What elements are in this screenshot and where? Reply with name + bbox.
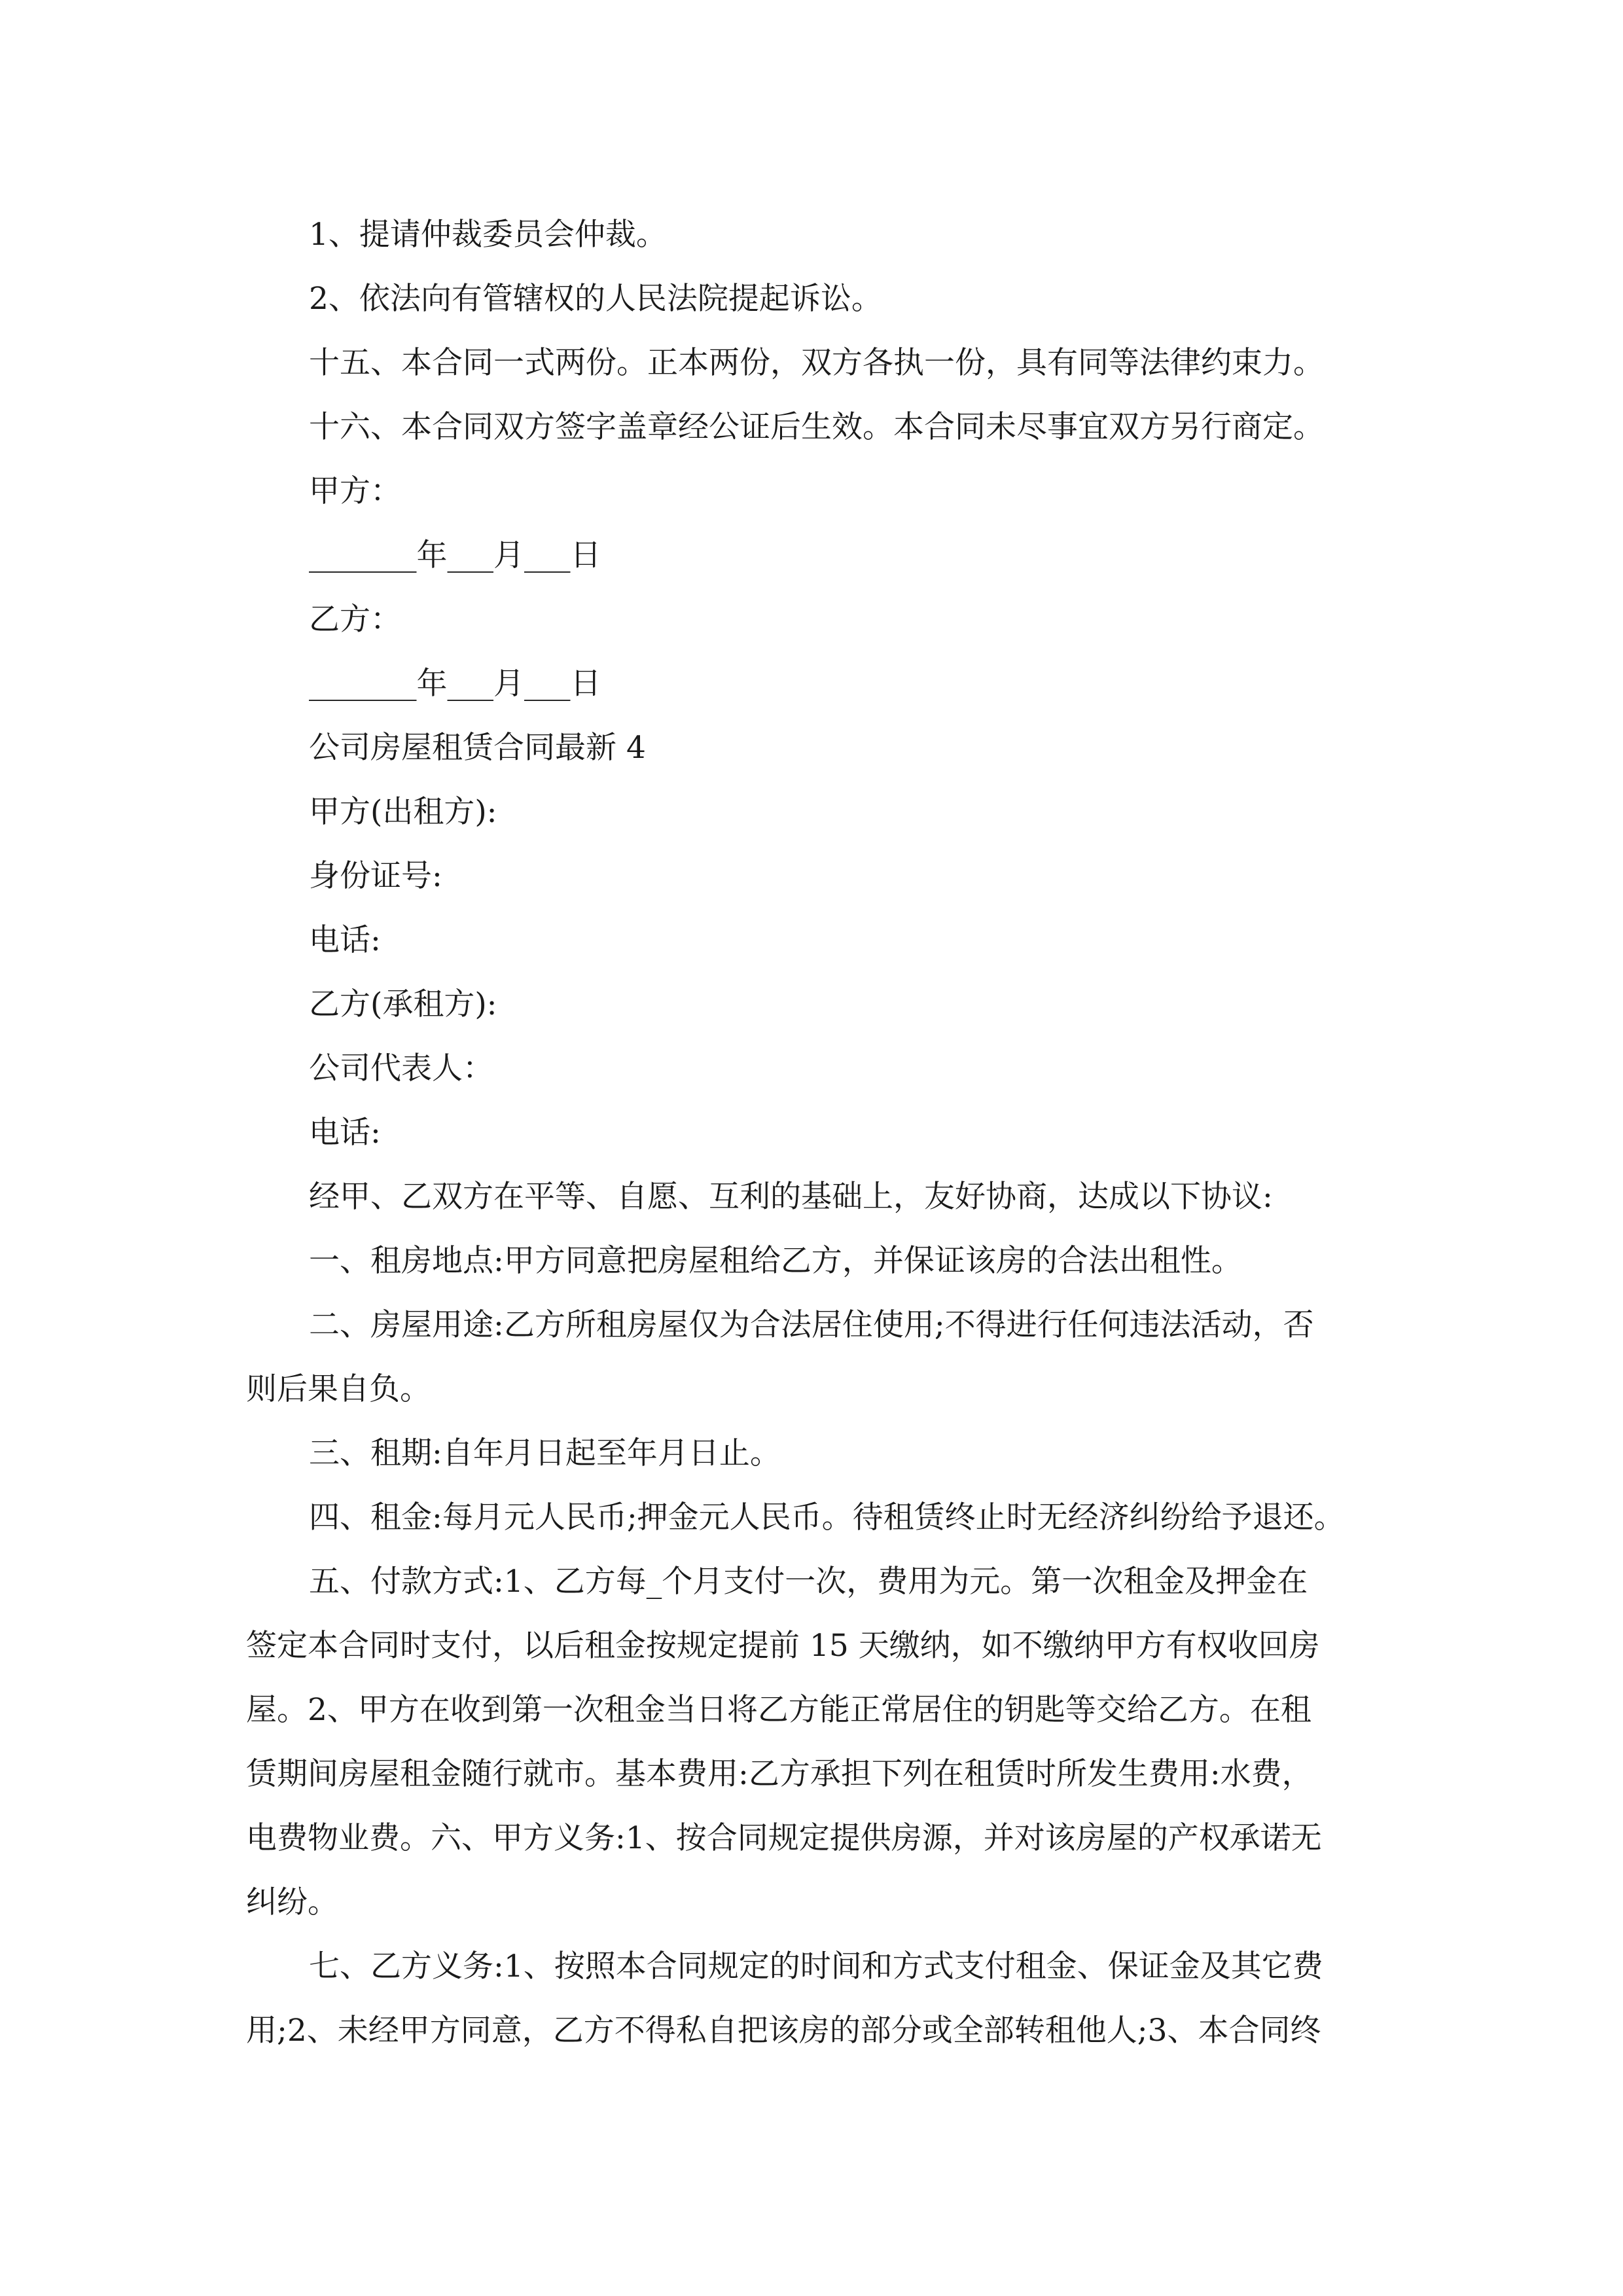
text-line: 纠纷。 <box>246 1884 338 1920</box>
text-line: 电话: <box>309 922 381 958</box>
date-line: _______年___月___日 <box>309 537 601 573</box>
text-line: 用;2、未经甲方同意，乙方不得私自把该房的部分或全部转租他人;3、本合同终 <box>246 2013 1321 2049</box>
text-line: 身份证号: <box>309 858 442 894</box>
text-line: 三、租期:自年月日起至年月日止。 <box>309 1435 781 1471</box>
text-line: 经甲、乙双方在平等、自愿、互利的基础上，友好协商，达成以下协议: <box>309 1179 1273 1215</box>
text-line: 电费物业费。六、甲方义务:1、按合同规定提供房源，并对该房屋的产权承诺无 <box>246 1820 1322 1856</box>
document-body <box>246 203 1398 2063</box>
text-line: 2、依法向有管辖权的人民法院提起诉讼。 <box>309 281 882 317</box>
text-line: 电话: <box>309 1115 381 1151</box>
text-line: 则后果自负。 <box>246 1371 431 1407</box>
text-line: 赁期间房屋租金随行就市。基本费用:乙方承担下列在租赁时所发生费用:水费， <box>246 1756 1313 1792</box>
text-line: 七、乙方义务:1、按照本合同规定的时间和方式支付租金、保证金及其它费 <box>309 1948 1323 1984</box>
text-line: 公司代表人： <box>309 1050 493 1086</box>
section-title: 公司房屋租赁合同最新 4 <box>309 730 646 766</box>
text-line: 十六、本合同双方签字盖章经公证后生效。本合同未尽事宜双方另行商定。 <box>309 409 1324 445</box>
text-line: 乙方(承租方): <box>309 986 497 1022</box>
text-line: 屋。2、甲方在收到第一次租金当日将乙方能正常居住的钥匙等交给乙方。在租 <box>246 1692 1311 1728</box>
text-line: 签定本合同时支付，以后租金按规定提前 15 天缴纳，如不缴纳甲方有权收回房 <box>246 1628 1320 1664</box>
signature-label-party-a: 甲方： <box>309 473 401 509</box>
text-line: 十五、本合同一式两份。正本两份，双方各执一份，具有同等法律约束力。 <box>309 345 1324 381</box>
text-line: 五、付款方式:1、乙方每_个月支付一次，费用为元。第一次租金及押金在 <box>309 1564 1308 1600</box>
text-line: 1、提请仲裁委员会仲裁。 <box>309 217 667 253</box>
text-line: 二、房屋用途:乙方所租房屋仅为合法居住使用;不得进行任何违法活动，否 <box>309 1307 1314 1343</box>
signature-label-party-b: 乙方： <box>309 601 401 637</box>
text-line: 一、租房地点:甲方同意把房屋租给乙方，并保证该房的合法出租性。 <box>309 1243 1242 1279</box>
date-line: _______年___月___日 <box>309 666 601 702</box>
text-line: 四、租金:每月元人民币;押金元人民币。待租赁终止时无经济纠纷给予退还。 <box>309 1499 1345 1535</box>
text-line: 甲方(出租方): <box>309 794 497 830</box>
